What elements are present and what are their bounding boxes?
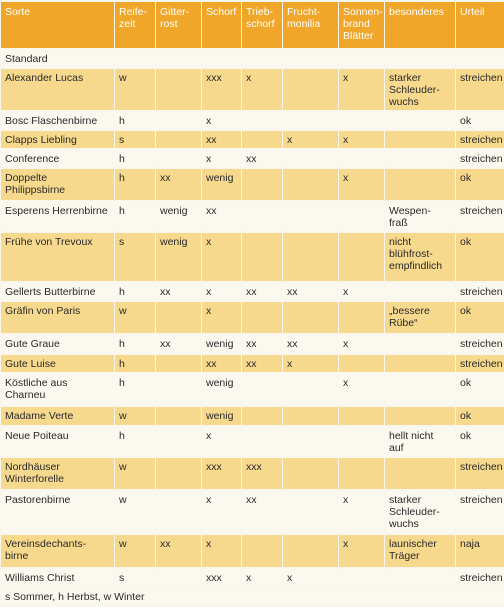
- cell-scab: xxx: [202, 458, 241, 489]
- cell-fruit-monilia: [283, 202, 338, 231]
- cell-verdict: streichen: [456, 491, 504, 533]
- table-row: [1, 69, 504, 110]
- cell-verdict: ok: [456, 233, 504, 281]
- cell-pear-rust: wenig: [156, 233, 201, 281]
- cell-sunburn-leaves: [339, 407, 384, 425]
- table-row: [1, 50, 504, 67]
- cell-variety: Vereinsdechants- birne: [1, 535, 114, 567]
- cell-fruit-monilia: x: [283, 569, 338, 586]
- cell-pear-rust: xx: [156, 283, 201, 300]
- cell-scab: x: [202, 535, 241, 567]
- cell-shoot-scab: [242, 427, 282, 456]
- cell-shoot-scab: xx: [242, 335, 282, 353]
- cell-ripening: w: [115, 302, 155, 333]
- cell-scab: wenig: [202, 407, 241, 425]
- cell-remarks: [385, 112, 455, 129]
- cell-shoot-scab: [242, 202, 282, 231]
- cell-verdict: ok: [456, 302, 504, 333]
- cell-remarks: [385, 458, 455, 489]
- cell-remarks: Wespen- fraß: [385, 202, 455, 231]
- cell-fruit-monilia: xx: [283, 335, 338, 353]
- cell-verdict: ok: [456, 112, 504, 129]
- cell-fruit-monilia: [283, 50, 338, 67]
- table-row: [1, 427, 504, 456]
- table-row: [1, 491, 504, 533]
- cell-pear-rust: [156, 112, 201, 129]
- cell-pear-rust: [156, 302, 201, 333]
- cell-ripening: w: [115, 69, 155, 110]
- cell-ripening: w: [115, 407, 155, 425]
- table-row: [1, 569, 504, 586]
- cell-fruit-monilia: [283, 112, 338, 129]
- cell-verdict: streichen: [456, 202, 504, 231]
- cell-sunburn-leaves: x: [339, 169, 384, 200]
- cell-remarks: launischer Träger: [385, 535, 455, 567]
- cell-sunburn-leaves: [339, 355, 384, 372]
- cell-ripening: s: [115, 569, 155, 586]
- cell-ripening: h: [115, 374, 155, 405]
- cell-remarks: [385, 131, 455, 148]
- cell-remarks: nicht blühfrost- empfindlich: [385, 233, 455, 281]
- cell-ripening: h: [115, 150, 155, 167]
- cell-pear-rust: xx: [156, 535, 201, 567]
- header-variety: Sorte: [1, 2, 114, 48]
- legend-row: [1, 588, 504, 605]
- cell-fruit-monilia: x: [283, 355, 338, 372]
- cell-shoot-scab: [242, 112, 282, 129]
- cell-scab: xxx: [202, 569, 241, 586]
- cell-shoot-scab: [242, 131, 282, 148]
- cell-scab: xxx: [202, 69, 241, 110]
- cell-sunburn-leaves: x: [339, 374, 384, 405]
- cell-remarks: [385, 374, 455, 405]
- cell-ripening: w: [115, 458, 155, 489]
- cell-ripening: h: [115, 202, 155, 231]
- cell-shoot-scab: [242, 374, 282, 405]
- cell-ripening: s: [115, 233, 155, 281]
- cell-scab: xx: [202, 355, 241, 372]
- cell-scab: [202, 50, 241, 67]
- header-ripening: Reife- zeit: [115, 2, 155, 48]
- cell-ripening: h: [115, 335, 155, 353]
- cell-shoot-scab: [242, 169, 282, 200]
- cell-ripening: h: [115, 283, 155, 300]
- cell-variety: Conference: [1, 150, 114, 167]
- cell-remarks: hellt nicht auf: [385, 427, 455, 456]
- cell-ripening: h: [115, 427, 155, 456]
- cell-remarks: [385, 355, 455, 372]
- cell-variety: Bosc Flaschenbirne: [1, 112, 114, 129]
- cell-scab: wenig: [202, 169, 241, 200]
- cell-variety: Gräfin von Paris: [1, 302, 114, 333]
- cell-pear-rust: xx: [156, 335, 201, 353]
- cell-verdict: streichen: [456, 569, 504, 586]
- cell-shoot-scab: x: [242, 569, 282, 586]
- cell-sunburn-leaves: [339, 427, 384, 456]
- cell-fruit-monilia: [283, 491, 338, 533]
- cell-variety: Standard: [1, 50, 114, 67]
- header-scab: Schorf: [202, 2, 241, 48]
- cell-remarks: [385, 50, 455, 67]
- cell-variety: Doppelte Philippsbirne: [1, 169, 114, 200]
- cell-verdict: streichen: [456, 335, 504, 353]
- cell-sunburn-leaves: x: [339, 69, 384, 110]
- cell-verdict: ok: [456, 169, 504, 200]
- cell-shoot-scab: [242, 535, 282, 567]
- cell-sunburn-leaves: [339, 233, 384, 281]
- cell-sunburn-leaves: [339, 302, 384, 333]
- cell-remarks: [385, 335, 455, 353]
- cell-scab: wenig: [202, 335, 241, 353]
- cell-sunburn-leaves: [339, 458, 384, 489]
- cell-variety: Gute Luise: [1, 355, 114, 372]
- table-row: [1, 150, 504, 167]
- cell-fruit-monilia: x: [283, 131, 338, 148]
- cell-pear-rust: [156, 150, 201, 167]
- cell-pear-rust: wenig: [156, 202, 201, 231]
- cell-verdict: streichen: [456, 131, 504, 148]
- header-fruit-monilia: Frucht- monilia: [283, 2, 338, 48]
- table-row: [1, 169, 504, 200]
- cell-sunburn-leaves: x: [339, 491, 384, 533]
- cell-pear-rust: [156, 131, 201, 148]
- cell-ripening: h: [115, 112, 155, 129]
- table-row: [1, 458, 504, 489]
- cell-verdict: ok: [456, 407, 504, 425]
- cell-sunburn-leaves: x: [339, 335, 384, 353]
- cell-remarks: „bessere Rübe“: [385, 302, 455, 333]
- cell-sunburn-leaves: [339, 569, 384, 586]
- cell-pear-rust: [156, 491, 201, 533]
- cell-pear-rust: [156, 458, 201, 489]
- header-pear-rust: Gitter- rost: [156, 2, 201, 48]
- cell-ripening: w: [115, 491, 155, 533]
- cell-pear-rust: [156, 50, 201, 67]
- table-row: [1, 283, 504, 300]
- cell-remarks: [385, 407, 455, 425]
- cell-variety: Köstliche aus Charneu: [1, 374, 114, 405]
- cell-verdict: streichen: [456, 150, 504, 167]
- cell-fruit-monilia: [283, 458, 338, 489]
- cell-scab: x: [202, 427, 241, 456]
- cell-variety: Williams Christ: [1, 569, 114, 586]
- cell-scab: x: [202, 283, 241, 300]
- cell-remarks: [385, 150, 455, 167]
- cell-sunburn-leaves: x: [339, 283, 384, 300]
- header-shoot-scab: Trieb- schorf: [242, 2, 282, 48]
- header-verdict: Urteil: [456, 2, 504, 48]
- cell-remarks: [385, 283, 455, 300]
- cell-remarks: [385, 569, 455, 586]
- cell-variety: Pastorenbirne: [1, 491, 114, 533]
- cell-verdict: ok: [456, 427, 504, 456]
- cell-ripening: w: [115, 535, 155, 567]
- cell-ripening: h: [115, 169, 155, 200]
- cell-ripening: [115, 50, 155, 67]
- cell-remarks: starker Schleuder- wuchs: [385, 69, 455, 110]
- cell-verdict: [456, 50, 504, 67]
- cell-variety: Frühe von Trevoux: [1, 233, 114, 281]
- table-row: [1, 355, 504, 372]
- cell-fruit-monilia: [283, 233, 338, 281]
- cell-shoot-scab: xx: [242, 150, 282, 167]
- table-row: [1, 535, 504, 567]
- cell-fruit-monilia: [283, 374, 338, 405]
- cell-variety: Nordhäuser Winterforelle: [1, 458, 114, 489]
- cell-fruit-monilia: xx: [283, 283, 338, 300]
- cell-fruit-monilia: [283, 427, 338, 456]
- cell-pear-rust: [156, 355, 201, 372]
- cell-shoot-scab: xx: [242, 355, 282, 372]
- cell-verdict: naja: [456, 535, 504, 567]
- cell-pear-rust: [156, 427, 201, 456]
- cell-verdict: ok: [456, 374, 504, 405]
- cell-pear-rust: xx: [156, 169, 201, 200]
- cell-fruit-monilia: [283, 69, 338, 110]
- cell-ripening: h: [115, 355, 155, 372]
- cell-sunburn-leaves: [339, 50, 384, 67]
- header-row: [1, 2, 504, 48]
- cell-sunburn-leaves: [339, 150, 384, 167]
- cell-variety: Gellerts Butterbirne: [1, 283, 114, 300]
- header-sunburn-leaves: Sonnen- brand Blätter: [339, 2, 384, 48]
- legend-text: s Sommer, h Herbst, w Winter: [1, 588, 504, 605]
- cell-scab: x: [202, 150, 241, 167]
- cell-sunburn-leaves: [339, 112, 384, 129]
- cell-fruit-monilia: [283, 150, 338, 167]
- cell-remarks: starker Schleuder- wuchs: [385, 491, 455, 533]
- cell-variety: Neue Poiteau: [1, 427, 114, 456]
- cell-scab: xx: [202, 202, 241, 231]
- cell-variety: Madame Verte: [1, 407, 114, 425]
- cell-variety: Gute Graue: [1, 335, 114, 353]
- cell-sunburn-leaves: x: [339, 131, 384, 148]
- cell-verdict: streichen: [456, 69, 504, 110]
- cell-pear-rust: [156, 407, 201, 425]
- table-row: [1, 335, 504, 353]
- cell-sunburn-leaves: x: [339, 535, 384, 567]
- cell-fruit-monilia: [283, 407, 338, 425]
- cell-pear-rust: [156, 374, 201, 405]
- cell-fruit-monilia: [283, 302, 338, 333]
- cell-shoot-scab: [242, 302, 282, 333]
- cell-variety: Esperens Herrenbirne: [1, 202, 114, 231]
- cell-verdict: streichen: [456, 355, 504, 372]
- cell-pear-rust: [156, 69, 201, 110]
- cell-sunburn-leaves: [339, 202, 384, 231]
- cell-scab: x: [202, 112, 241, 129]
- cell-shoot-scab: xxx: [242, 458, 282, 489]
- table-row: [1, 112, 504, 129]
- cell-fruit-monilia: [283, 535, 338, 567]
- cell-scab: x: [202, 302, 241, 333]
- cell-scab: xx: [202, 131, 241, 148]
- table-row: [1, 131, 504, 148]
- cell-remarks: [385, 169, 455, 200]
- cell-fruit-monilia: [283, 169, 338, 200]
- table-row: [1, 407, 504, 425]
- table-row: [1, 374, 504, 405]
- cell-scab: x: [202, 233, 241, 281]
- table-row: [1, 202, 504, 231]
- cell-shoot-scab: xx: [242, 283, 282, 300]
- cell-shoot-scab: x: [242, 69, 282, 110]
- cell-pear-rust: [156, 569, 201, 586]
- cell-shoot-scab: xx: [242, 491, 282, 533]
- cell-verdict: streichen: [456, 283, 504, 300]
- table-row: [1, 233, 504, 281]
- cell-shoot-scab: [242, 407, 282, 425]
- cell-shoot-scab: [242, 233, 282, 281]
- cell-ripening: s: [115, 131, 155, 148]
- cell-variety: Clapps Liebling: [1, 131, 114, 148]
- cell-scab: wenig: [202, 374, 241, 405]
- cell-verdict: streichen: [456, 458, 504, 489]
- cell-shoot-scab: [242, 50, 282, 67]
- table-row: [1, 302, 504, 333]
- header-remarks: besonderes: [385, 2, 455, 48]
- cell-variety: Alexander Lucas: [1, 69, 114, 110]
- cell-scab: x: [202, 491, 241, 533]
